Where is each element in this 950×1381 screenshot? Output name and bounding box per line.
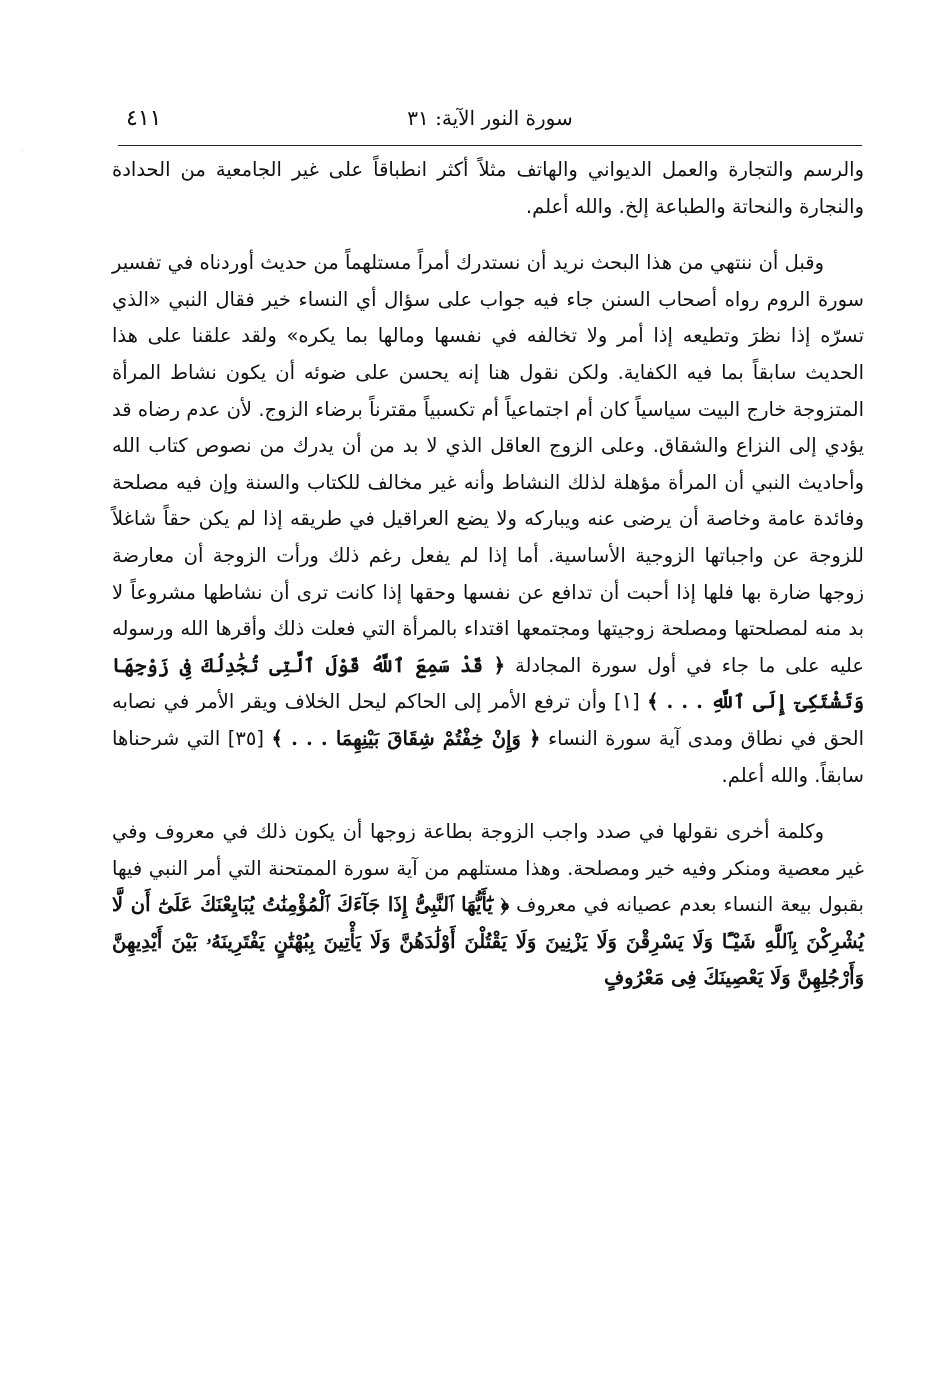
paragraph-text: وقبل أن ننتهي من هذا البحث نريد أن نستدرك أمراً مستلهماً من حديث أوردناه في تفسير سورة الروم رواه أصحاب السنن جاء فيه جواب على سؤال أي النساء خير فقال النبي «الذي تسرّه إذا نظرَ وتطيعه إذا أمر ولا تخالفه في نفسها ومالها بما يكره» ولقد علقنا على هذا الحديث سابقاً بما فيه الكفاية. ولكن نقول هنا إنه يحسن على ضوئه أن يكون نشاط المرأة المتزوجة خارج البيت سياسياً كان أم اجتماعياً أم تكسبياً مقترناً برضاء الزوج. لأن عدم رضاه قد يؤدي إلى النزاع والشقاق. وعلى الزوج العاقل الذي لا بد من أن يدرك من نصوص كتاب الله وأحاديث النبي أن المرأة مؤهلة لذلك النشاط وأنه غير مخالف للكتاب والسنة وإن فيه مصلحة وفائدة عامة وخاصة أن يرضى عنه ويباركه ولا يضع العراقيل في طريقه إذا لم يكن حقاً شاغلاً للزوجة عن واجباتها الزوجية الأساسية. أما إذا لم يفعل رغم ذلك ورأت الزوجة أن معارضة زوجها ضارة بها فلها إذا أحبت أن تدافع عن نفسها وحقها إذا كانت ترى أن نشاطها مشروعاً لا بد منه لمصلحتها ومصلحة زوجيتها ومجتمعها اقتداء بالمرأة التي فعلت ذلك وأقرها الله ورسوله عليه على ما جاء في أول سورة المجادلة (112, 251, 864, 677)
paragraph (112, 245, 864, 794)
quran-verse: ﴿ وَإِنْ خِفْتُمْ شِقَاقَ بَيْنِهِمَا . . . ﴾ (271, 726, 541, 750)
paragraph (112, 152, 864, 225)
running-header (118, 100, 862, 140)
scan-mark (22, 150, 23, 151)
paragraph (112, 814, 864, 997)
quran-verse: ﴿ قَدْ سَمِعَ ٱللَّهُ قَوْلَ ٱلَّتِى تُجَٰدِلُكَ فِى زَوْجِهَا وَتَشْتَكِىٓ إِلَى ٱللَّهِ . . . ﴾ (112, 653, 865, 714)
quran-verse: ﴿ يَٰٓأَيُّهَا ٱلنَّبِىُّ إِذَا جَآءَكَ ٱلْمُؤْمِنَٰتُ يُبَايِعْنَكَ عَلَىٰٓ أَن لَّا يُشْرِكْنَ بِٱللَّهِ شَيْـًٔا وَلَا يَسْرِقْنَ وَلَا يَزْنِينَ وَلَا يَقْتُلْنَ أَوْلَٰدَهُنَّ وَلَا يَأْتِينَ بِبُهْتَٰنٍ يَفْتَرِينَهُۥ بَيْنَ أَيْدِيهِنَّ وَأَرْجُلِهِنَّ وَلَا يَعْصِينَكَ فِى مَعْرُوفٍ (112, 893, 864, 990)
paragraph-text: وكلمة أخرى نقولها في صدد واجب الزوجة بطاعة زوجها أن يكون ذلك في معروف وفي غير معصية ومنكر وفيه خير ومصلحة. وهذا مستلهم من آية سورة الممتحنة التي أمر النبي فيها بقبول بيعة النساء بعدم عصيانه في معروف (112, 820, 864, 917)
paragraph-text: والرسم والتجارة والعمل الديواني والهاتف مثلاً أكثر انطباقاً على غير الجامعية من الحدادة والنجارة والنحاتة والطباعة إلخ. والله أعلم. (112, 158, 864, 218)
body-text (112, 152, 864, 997)
paragraph-text: [٣٥] التي شرحناها سابقاً. والله أعلم. (112, 726, 864, 787)
header-rule (118, 145, 862, 146)
paragraph-text: [١] وأن ترفع الأمر إلى الحاكم ليحل الخلاف ويقر الأمر في نصابه الحق في نطاق ومدى آية سورة النساء (112, 690, 864, 750)
page-number: ٤١١ (126, 106, 162, 131)
running-header-title: سورة النور الآية: ٣١ (407, 106, 573, 130)
